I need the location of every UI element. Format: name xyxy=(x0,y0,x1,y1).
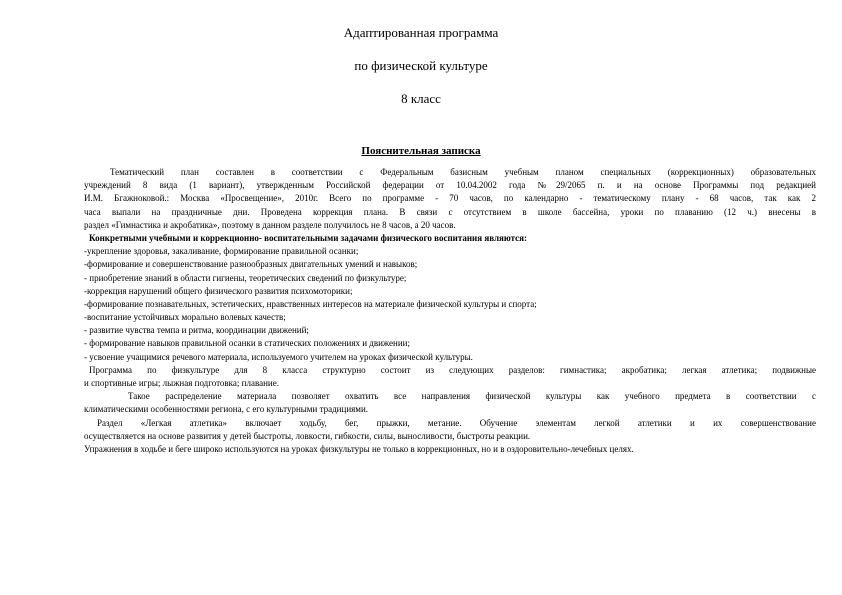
paragraph-line: учреждений 8 вида (1 вариант), утвержденным Российской федерации от 10.04.2002 года №29/2065 п. и на основе Программы под редакцией xyxy=(84,180,816,191)
paragraph-line: Упражнения в ходьбе и беге широко используются на уроках физкультуры не только в коррекционных, но и в оздоровительно-лечебных целях. xyxy=(84,443,634,454)
paragraph-line: и спортивные игры; лыжная подготовка; плавание. xyxy=(84,378,279,388)
paragraph-line: часа выпали на праздничные дни. Проведена коррекция плана. В связи с отсутствием в школе бассейна, уроки по плаванию (12 ч.) внесены в xyxy=(84,206,816,217)
list-item: -коррекция нарушений общего физического развития психомоторики; xyxy=(84,285,353,296)
document-grade: 8 класс xyxy=(401,91,441,106)
document-subtitle: по физической культуре xyxy=(354,58,488,73)
paragraph-line: осуществляется на основе развития у детей быстроты, ловкости, гибкости, силы, выносливости, быстроты реакции. xyxy=(84,430,531,441)
paragraph-line: Программа по физкультуре для 8 класса структурно состоит из следующих разделов: гимнастика; акробатика; легкая атлетика; подвижные xyxy=(89,364,816,375)
list-item: - приобретение знаний в области гигиены, теоретических сведений по физкультуре; xyxy=(84,272,407,283)
list-item: -укрепление здоровья, закаливание, формирование правильной осанки; xyxy=(84,246,359,257)
list-item: -формирование и совершенствование разнообразных двигательных умений и навыков; xyxy=(84,259,418,270)
list-item: - усвоение учащимися речевого материала, используемого учителем на уроках физической культуры. xyxy=(84,351,473,362)
tasks-heading: Конкретными учебными и коррекционно- воспитательными задачами физического воспитания являются: xyxy=(89,232,528,243)
paragraph-line: климатическими особенностями региона, с его культурными традициями. xyxy=(84,404,369,415)
list-item: - формирование навыков правильной осанки в статических положениях и движении; xyxy=(84,338,410,349)
paragraph-line: раздел «Гимнастика и акробатика», поэтому в данном разделе получилось не 8 часов, а 20 часов. xyxy=(84,219,456,230)
section-heading: Пояснительная записка xyxy=(361,145,481,157)
document-body xyxy=(84,166,816,456)
list-item: -воспитание устойчивых морально волевых качеств; xyxy=(84,312,286,323)
paragraph-line: Раздел «Легкая атлетика» включает ходьбу, бег, прыжки, метание. Обучение элементам легкой атлетики и их совершенствование xyxy=(97,417,816,428)
paragraph-line: И.М. Бгажноковой.: Москва «Просвещение», 2010г. Всего по программе - 70 часов, по календарно - тематическому плану - 68 часов, так как 2 xyxy=(84,193,816,204)
list-item: -формирование познавательных, эстетических, нравственных интересов на материале физической культуры и спорта; xyxy=(84,298,537,309)
list-item: - развитие чувства темпа и ритма, координации движений; xyxy=(84,325,309,336)
document-title: Адаптированная программа xyxy=(343,25,499,40)
paragraph-line: Такое распределение материала позволяет охватить все направления физической культуры как учебного предмета в соответствии с xyxy=(128,391,816,402)
paragraph-line: Тематический план составлен в соответствии с Федеральным базисным учебным планом специальных (коррекционных) образовательных xyxy=(110,167,816,177)
